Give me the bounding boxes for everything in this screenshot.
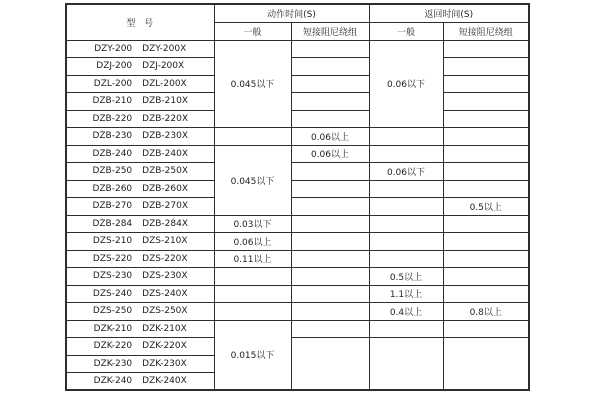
return-general-cell	[369, 250, 443, 268]
model-name: DZB-284X	[142, 218, 189, 229]
model-name: DZK-230X	[142, 358, 187, 369]
action-general-cell: 0.015以下	[214, 320, 291, 390]
action-damping-cell	[291, 75, 369, 93]
model-cell	[66, 145, 214, 163]
table-row	[66, 215, 529, 233]
model-name: DZB-210X	[142, 96, 189, 107]
model-name: DZY-200X	[142, 43, 187, 54]
return-damping-cell	[443, 285, 529, 303]
return-damping-cell	[443, 75, 529, 93]
return-damping-cell	[443, 180, 529, 198]
model-name: DZS-220X	[142, 253, 188, 264]
model-name: DZB-240	[92, 148, 133, 159]
model-cell	[66, 163, 214, 181]
header-model: 型 号	[66, 4, 214, 40]
model-cell	[66, 180, 214, 198]
return-general-cell: 0.5以上	[369, 268, 443, 286]
header-return-general: 一般	[369, 22, 443, 40]
model-name: DZK-210	[93, 323, 133, 334]
return-general-cell	[369, 215, 443, 233]
model-name: DZB-210	[92, 96, 133, 107]
action-damping-cell	[291, 285, 369, 303]
action-damping-cell	[291, 250, 369, 268]
return-general-cell	[369, 198, 443, 216]
action-damping-cell: 0.06以上	[291, 128, 369, 146]
model-name: DZS-210	[92, 236, 133, 247]
model-name: DZB-240X	[142, 148, 189, 159]
model-name: DZJ-200	[96, 61, 133, 72]
return-damping-cell	[443, 93, 529, 111]
model-name: DZK-240X	[142, 376, 187, 386]
return-damping-cell	[443, 145, 529, 163]
return-damping-cell	[443, 320, 529, 338]
model-cell	[66, 355, 214, 373]
table-body	[66, 40, 529, 390]
model-cell	[66, 250, 214, 268]
action-general-cell: 0.06以上	[214, 233, 291, 251]
table-header	[66, 4, 529, 40]
table-row	[66, 285, 529, 303]
return-damping-cell	[443, 215, 529, 233]
return-general-cell: 0.06以下	[369, 40, 443, 128]
model-cell	[66, 338, 214, 356]
table-row	[66, 93, 529, 111]
return-damping-cell	[443, 58, 529, 76]
header-action-damping: 短接阻尼绕组	[291, 22, 369, 40]
model-name: DZS-240X	[142, 288, 188, 299]
model-cell	[66, 58, 214, 76]
action-general-cell: 0.045以下	[214, 145, 291, 215]
action-damping-cell	[291, 198, 369, 216]
model-name: DZS-250	[92, 306, 133, 317]
model-name: DZB-220	[92, 113, 133, 124]
return-damping-cell: 0.8以上	[443, 303, 529, 321]
model-name: DZK-220X	[142, 341, 187, 352]
action-damping-cell	[291, 58, 369, 76]
model-cell	[66, 303, 214, 321]
return-general-cell	[369, 145, 443, 163]
model-cell	[66, 233, 214, 251]
model-name: DZS-210X	[142, 236, 188, 247]
model-name: DZL-200X	[142, 78, 187, 89]
model-name: DZB-230X	[142, 131, 189, 142]
return-general-cell	[369, 180, 443, 198]
model-cell	[66, 373, 214, 391]
return-damping-cell: 0.5以上	[443, 198, 529, 216]
header-row-1	[66, 4, 529, 22]
table-row	[66, 75, 529, 93]
model-name: DZK-240	[93, 376, 133, 386]
relay-timing-spec-table	[65, 3, 530, 391]
model-cell	[66, 93, 214, 111]
action-damping-cell	[291, 215, 369, 233]
model-cell	[66, 40, 214, 58]
header-action-general: 一般	[214, 22, 291, 40]
table-row	[66, 320, 529, 338]
model-name: DZS-250X	[142, 306, 188, 317]
action-damping-cell	[291, 320, 369, 338]
table-row	[66, 145, 529, 163]
model-name: DZB-250	[92, 166, 133, 177]
action-damping-cell	[291, 303, 369, 321]
model-cell	[66, 110, 214, 128]
model-name: DZL-200	[93, 78, 133, 89]
table-row	[66, 58, 529, 76]
model-name: DZS-240	[92, 288, 133, 299]
return-damping-cell	[443, 233, 529, 251]
model-cell	[66, 285, 214, 303]
table-row	[66, 128, 529, 146]
model-name: DZK-210X	[142, 323, 187, 334]
return-damping-cell	[443, 128, 529, 146]
header-action-time: 动作时间(S)	[214, 4, 369, 22]
action-damping-cell	[291, 40, 369, 58]
action-damping-cell	[291, 338, 369, 391]
table-row	[66, 110, 529, 128]
action-general-cell: 0.03以下	[214, 215, 291, 233]
model-cell	[66, 320, 214, 338]
model-name: DZB-270X	[142, 201, 189, 212]
model-cell	[66, 268, 214, 286]
return-damping-cell	[443, 40, 529, 58]
table-row	[66, 198, 529, 216]
table-row	[66, 40, 529, 58]
model-name: DZS-230X	[142, 271, 188, 282]
action-damping-cell	[291, 180, 369, 198]
action-damping-cell	[291, 163, 369, 181]
model-name: DZB-260	[92, 183, 133, 194]
model-name: DZB-220X	[142, 113, 189, 124]
return-general-cell	[369, 338, 443, 391]
table-row	[66, 338, 529, 356]
model-cell	[66, 128, 214, 146]
model-cell	[66, 198, 214, 216]
table-row	[66, 163, 529, 181]
model-name: DZY-200	[94, 43, 133, 54]
model-cell	[66, 215, 214, 233]
return-damping-cell	[443, 110, 529, 128]
model-name: DZB-230	[92, 131, 133, 142]
action-general-cell	[214, 128, 291, 146]
model-name: DZB-284	[92, 218, 133, 229]
action-damping-cell	[291, 268, 369, 286]
table-row	[66, 180, 529, 198]
model-name: DZK-230	[93, 358, 133, 369]
table-row	[66, 303, 529, 321]
table-row	[66, 250, 529, 268]
return-general-cell	[369, 128, 443, 146]
model-cell	[66, 75, 214, 93]
action-damping-cell	[291, 110, 369, 128]
model-name: DZJ-200X	[142, 61, 185, 72]
model-name: DZS-230	[92, 271, 133, 282]
return-damping-cell	[443, 163, 529, 181]
table-row	[66, 233, 529, 251]
action-general-cell: 0.11以上	[214, 250, 291, 268]
action-general-cell: 0.045以下	[214, 40, 291, 128]
return-general-cell: 0.4以上	[369, 303, 443, 321]
action-general-cell	[214, 303, 291, 321]
action-general-cell	[214, 285, 291, 303]
header-return-time: 返回时间(S)	[369, 4, 529, 22]
action-general-cell	[214, 268, 291, 286]
action-damping-cell	[291, 233, 369, 251]
return-general-cell	[369, 320, 443, 338]
action-damping-cell: 0.06以上	[291, 145, 369, 163]
return-damping-cell	[443, 338, 529, 391]
return-general-cell: 0.06以下	[369, 163, 443, 181]
model-name: DZB-260X	[142, 183, 189, 194]
model-name: DZS-220	[92, 253, 133, 264]
action-damping-cell	[291, 93, 369, 111]
return-damping-cell	[443, 268, 529, 286]
return-damping-cell	[443, 250, 529, 268]
return-general-cell: 1.1以上	[369, 285, 443, 303]
model-name: DZK-220	[93, 341, 133, 352]
header-return-damping: 短接阻尼绕组	[443, 22, 529, 40]
model-name: DZB-270	[92, 201, 133, 212]
table-row	[66, 268, 529, 286]
model-name: DZB-250X	[142, 166, 189, 177]
return-general-cell	[369, 233, 443, 251]
